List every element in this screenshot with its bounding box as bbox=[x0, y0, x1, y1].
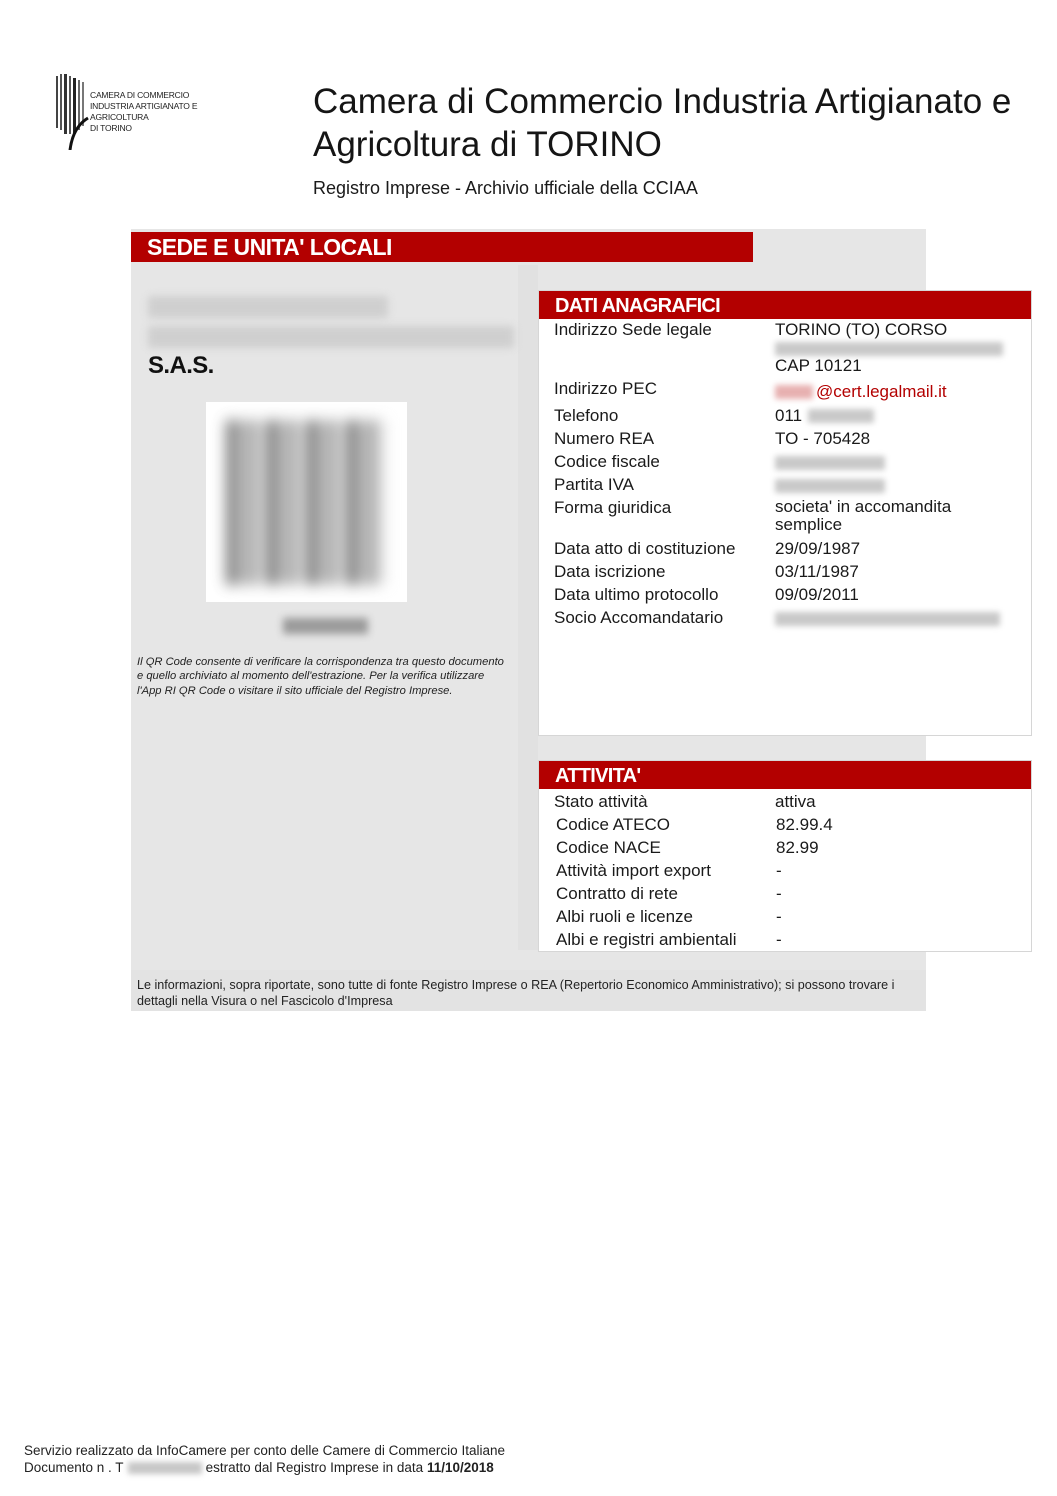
page-title: Camera di Commercio Industria Artigianato e Agricoltura di TORINO bbox=[313, 82, 1012, 164]
label-codice-nace: Codice NACE bbox=[556, 838, 661, 857]
redacted-company-name-line2 bbox=[148, 326, 514, 348]
qr-code-icon bbox=[226, 420, 386, 585]
label-codice-ateco: Codice ATECO bbox=[556, 815, 671, 834]
label-pec: Indirizzo PEC bbox=[554, 379, 657, 398]
value-data-costituzione: 29/09/1987 bbox=[775, 539, 861, 558]
company-legal-suffix: S.A.S. bbox=[148, 352, 214, 379]
redacted-socio bbox=[775, 612, 1000, 626]
footer-extraction-date: 11/10/2018 bbox=[426, 1459, 494, 1475]
value-import-export: - bbox=[776, 861, 782, 880]
label-data-costituzione: Data atto di costituzione bbox=[554, 539, 736, 558]
label-data-protocollo: Data ultimo protocollo bbox=[554, 585, 719, 604]
value-forma-giuridica: societa' in accomandita semplice bbox=[775, 497, 952, 534]
redacted-partita-iva bbox=[775, 479, 885, 493]
value-albi-ruoli: - bbox=[776, 907, 782, 926]
label-stato-attivita: Stato attività bbox=[554, 792, 648, 811]
redacted-phone bbox=[808, 409, 874, 423]
label-rea: Numero REA bbox=[554, 429, 655, 448]
value-telefono: 011 bbox=[775, 406, 803, 425]
attivita-header: ATTIVITA' bbox=[539, 761, 1031, 789]
value-cap: CAP 10121 bbox=[775, 356, 862, 375]
label-data-iscrizione: Data iscrizione bbox=[554, 562, 666, 581]
label-import-export: Attività import export bbox=[556, 861, 711, 880]
value-sede-legale: TORINO (TO) CORSO bbox=[775, 320, 948, 339]
chamber-logo bbox=[56, 74, 256, 154]
value-albi-ambientali: - bbox=[776, 930, 782, 949]
footer-doc-prefix: Documento n . T bbox=[24, 1459, 124, 1475]
page-subtitle: Registro Imprese - Archivio ufficiale della CCIAA bbox=[313, 178, 698, 198]
footer-service-line: Servizio realizzato da InfoCamere per conto delle Camere di Commercio Italiane bbox=[24, 1443, 505, 1458]
label-socio-accomandatario: Socio Accomandatario bbox=[554, 608, 724, 627]
label-albi-ruoli: Albi ruoli e licenze bbox=[556, 907, 694, 926]
value-pec: @cert.legalmail.it bbox=[816, 382, 947, 401]
info-note: Le informazioni, sopra riportate, sono tutte di fonte Registro Imprese o REA (Repertorio Economico Amministrativo); si possono trovare i dettagli nella Visura o nel Fascicolo d'Impresa bbox=[137, 978, 895, 1008]
value-contratto-rete: - bbox=[776, 884, 782, 903]
footer-doc-suffix: estratto dal Registro Imprese in data bbox=[205, 1459, 424, 1475]
label-partita-iva: Partita IVA bbox=[554, 475, 634, 494]
value-stato-attivita: attiva bbox=[775, 792, 816, 811]
redacted-address bbox=[775, 342, 1003, 356]
footer-document-line bbox=[24, 1460, 505, 1477]
qr-note: Il QR Code consente di verificare la corrispondenza tra questo documento e quello archiviato al momento dell'estrazione. Per la verifica utilizzare l'App RI QR Code o visitare il sito ufficiale del Registro Imprese. bbox=[137, 656, 504, 697]
value-rea: TO - 705428 bbox=[775, 429, 871, 448]
redacted-company-name-line1 bbox=[148, 296, 388, 318]
redacted-pec-user bbox=[775, 385, 813, 399]
label-telefono: Telefono bbox=[554, 406, 619, 425]
value-data-iscrizione: 03/11/1987 bbox=[775, 562, 859, 581]
sede-section-header: SEDE E UNITA' LOCALI bbox=[131, 232, 753, 262]
redacted-document-number bbox=[128, 1462, 202, 1474]
label-contratto-rete: Contratto di rete bbox=[556, 884, 678, 903]
label-codice-fiscale: Codice fiscale bbox=[554, 452, 660, 471]
value-data-protocollo: 09/09/2011 bbox=[775, 585, 859, 604]
value-codice-nace: 82.99 bbox=[776, 838, 819, 857]
column-gap bbox=[518, 265, 538, 950]
label-albi-ambientali: Albi e registri ambientali bbox=[556, 930, 737, 949]
label-forma-giuridica: Forma giuridica bbox=[554, 498, 672, 517]
value-codice-ateco: 82.99.4 bbox=[776, 815, 833, 834]
logo-text: CAMERA DI COMMERCIO INDUSTRIA ARTIGIANATO E AGRICOLTURA DI TORINO bbox=[90, 90, 198, 133]
logo-emblem-icon bbox=[56, 74, 90, 150]
page-footer bbox=[24, 1443, 505, 1476]
dati-anagrafici-header: DATI ANAGRAFICI bbox=[539, 291, 1031, 319]
redacted-qr-id bbox=[283, 618, 368, 634]
redacted-codice-fiscale bbox=[775, 456, 885, 470]
label-sede-legale: Indirizzo Sede legale bbox=[554, 320, 712, 339]
